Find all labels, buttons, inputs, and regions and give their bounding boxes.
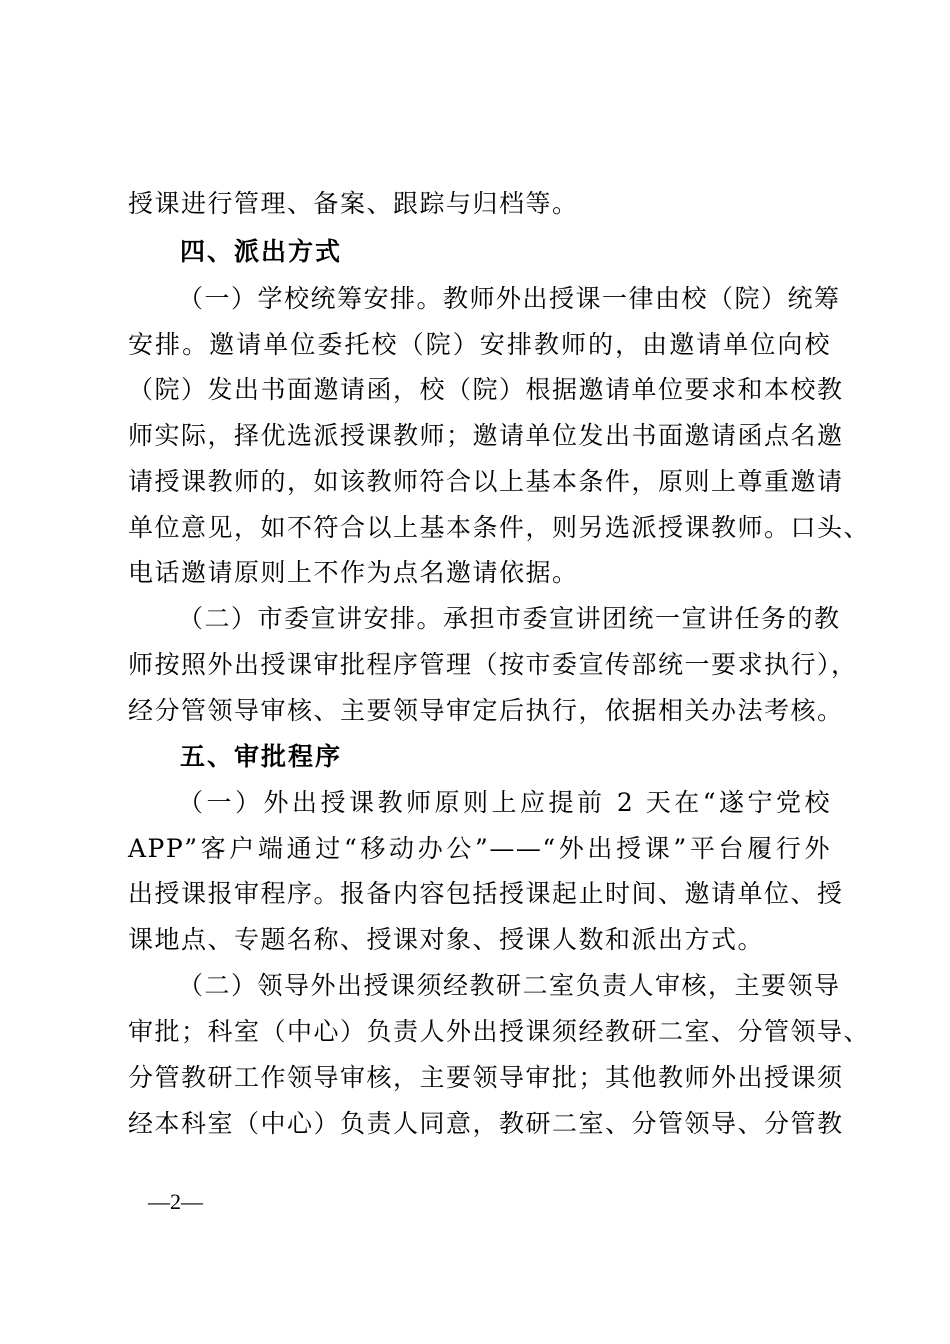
paragraph-line: 师实际，择优选派授课教师；邀请单位发出书面邀请函点名邀: [128, 421, 844, 450]
body-line: 授课进行管理、备案、跟踪与归档等。: [128, 189, 579, 218]
paragraph-line: APP”客户端通过“移动办公”——“外出授课”平台履行外: [128, 834, 831, 863]
paragraph-line: 请授课教师的，如该教师符合以上基本条件，原则上尊重邀请: [128, 467, 844, 496]
paragraph-line: （二）领导外出授课须经教研二室负责人审核，主要领导: [178, 971, 841, 1000]
paragraph-line: 电话邀请原则上不作为点名邀请依据。: [128, 558, 579, 587]
paragraph-line: 审批；科室（中心）负责人外出授课须经教研二室、分管领导、: [128, 1017, 871, 1046]
paragraph-line: （二）市委宣讲安排。承担市委宣讲团统一宣讲任务的教: [178, 604, 841, 633]
page-number: —2—: [148, 1189, 203, 1214]
paragraph-line: 经本科室（中心）负责人同意，教研二室、分管领导、分管教: [128, 1109, 844, 1138]
paragraph-line: （院）发出书面邀请函，校（院）根据邀请单位要求和本校教: [128, 375, 844, 404]
section-heading-dispatch-method: 四、派出方式: [180, 237, 343, 266]
paragraph-line: 分管教研工作领导审核，主要领导审批；其他教师外出授课须: [128, 1063, 844, 1092]
paragraph-line: 课地点、专题名称、授课对象、授课人数和派出方式。: [128, 925, 765, 954]
paragraph-line: （一）学校统筹安排。教师外出授课一律由校（院）统筹: [178, 284, 841, 313]
paragraph-line: 出授课报审程序。报备内容包括授课起止时间、邀请单位、授: [128, 879, 844, 908]
paragraph-line: （一）外出授课教师原则上应提前 2 天在“遂宁党校: [178, 788, 831, 817]
paragraph-line: 安排。邀请单位委托校（院）安排教师的，由邀请单位向校: [128, 330, 831, 359]
section-heading-approval-procedure: 五、审批程序: [180, 742, 343, 771]
paragraph-line: 单位意见，如不符合以上基本条件，则另选派授课教师。口头、: [128, 513, 871, 542]
paragraph-line: 经分管领导审核、主要领导审定后执行，依据相关办法考核。: [128, 696, 844, 725]
paragraph-line: 师按照外出授课审批程序管理（按市委宣传部统一要求执行），: [128, 650, 858, 679]
